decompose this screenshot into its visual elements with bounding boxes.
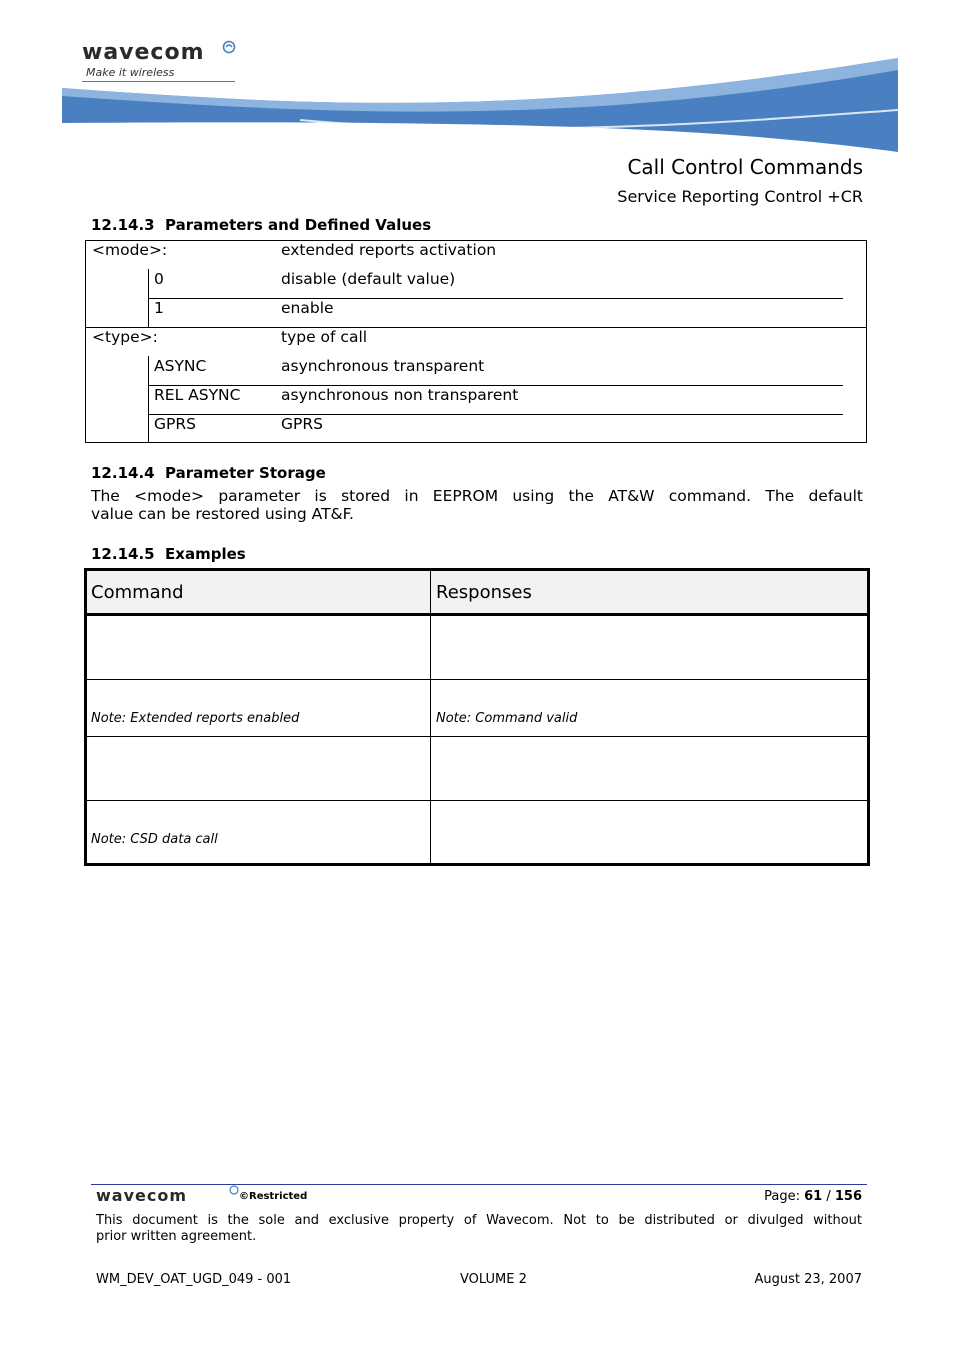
section-heading-storage: 12.14.4 Parameter Storage xyxy=(91,464,326,482)
volume-label: VOLUME 2 xyxy=(460,1272,527,1287)
param-name: <type>: xyxy=(92,328,158,346)
tagline: Make it wireless xyxy=(86,66,175,79)
value-description: enable xyxy=(281,299,334,317)
chapter-title: Call Control Commands xyxy=(627,155,863,179)
examples-table xyxy=(84,568,870,866)
note-command: Note: CSD data call xyxy=(91,832,218,847)
value-description: asynchronous transparent xyxy=(281,357,485,375)
row-divider xyxy=(148,298,843,299)
restricted-label: ©Restricted xyxy=(239,1191,308,1202)
note-response: Note: Command valid xyxy=(436,711,578,726)
section-heading-examples: 12.14.5 Examples xyxy=(91,545,246,563)
parameters-table xyxy=(85,240,867,443)
row-divider xyxy=(87,679,867,680)
param-value: ASYNC xyxy=(154,357,207,375)
param-name: <mode>: xyxy=(92,241,168,259)
param-value: 0 xyxy=(154,270,164,288)
document-date: August 23, 2007 xyxy=(754,1272,862,1287)
value-description: disable (default value) xyxy=(281,270,456,288)
footer-logo-swirl-icon xyxy=(229,1185,239,1195)
param-description: extended reports activation xyxy=(281,241,497,259)
page-number: Page: 61 / 156 xyxy=(764,1189,862,1204)
param-description: type of call xyxy=(281,328,368,346)
param-value: REL ASYNC xyxy=(154,386,241,404)
column-divider xyxy=(430,571,431,863)
footer-notice-line1: This document is the sole and exclusive property of Wavecom. Not to be distributed or divulged without xyxy=(96,1213,862,1228)
value-column-line xyxy=(148,356,149,443)
row-divider xyxy=(148,414,843,415)
section-subtitle: Service Reporting Control +CR xyxy=(617,187,863,206)
header-banner xyxy=(0,50,954,160)
storage-paragraph-line2: value can be restored using AT&F. xyxy=(91,505,354,523)
param-value: GPRS xyxy=(154,415,196,433)
value-description: GPRS xyxy=(281,415,323,433)
column-header-command: Command xyxy=(91,582,184,603)
footer-rule xyxy=(91,1184,867,1185)
row-divider xyxy=(87,800,867,801)
section-heading-parameters: 12.14.3 Parameters and Defined Values xyxy=(91,216,432,234)
footer-logo-text: wavecom xyxy=(96,1186,188,1205)
value-description: asynchronous non transparent xyxy=(281,386,519,404)
doc-reference: WM_DEV_OAT_UGD_049 - 001 xyxy=(96,1272,292,1287)
storage-paragraph-line1: The <mode> parameter is stored in EEPROM using the AT&W command. The default xyxy=(91,487,863,505)
group-divider xyxy=(86,327,866,328)
column-header-responses: Responses xyxy=(436,582,532,603)
note-command: Note: Extended reports enabled xyxy=(91,711,300,726)
logo-text: wavecom xyxy=(82,40,205,65)
header-divider xyxy=(87,613,867,616)
footer-notice-line2: prior written agreement. xyxy=(96,1229,257,1244)
row-divider xyxy=(87,736,867,737)
param-value: 1 xyxy=(154,299,164,317)
footer-wavecom-logo xyxy=(96,1186,187,1205)
